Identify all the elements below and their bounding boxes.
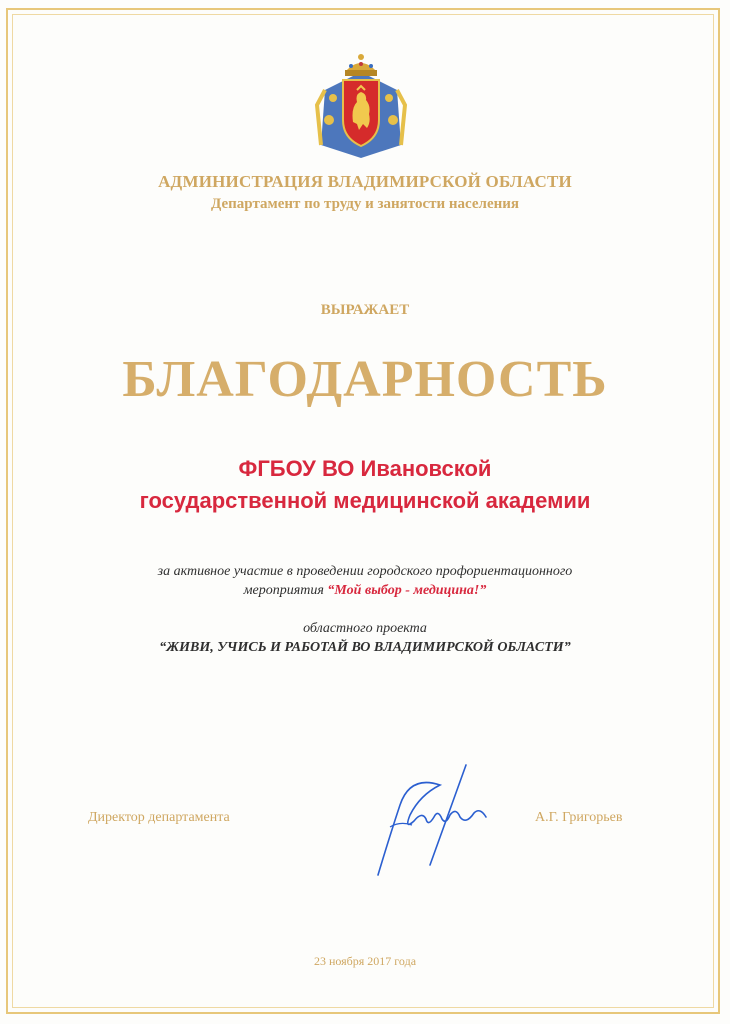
signatory-name: А.Г. Григорьев <box>535 810 623 825</box>
department-title: Департамент по труду и занятости населения <box>211 196 519 212</box>
reason-line-2-prefix: мероприятия <box>243 583 328 598</box>
project-label: областного проекта <box>303 621 427 636</box>
event-name: “Мой выбор - медицина!” <box>327 583 487 598</box>
signature-icon <box>370 755 510 880</box>
administration-title: АДМИНИСТРАЦИЯ ВЛАДИМИРСКОЙ ОБЛАСТИ <box>158 172 572 191</box>
project-name: “ЖИВИ, УЧИСЬ И РАБОТАЙ ВО ВЛАДИМИРСКОЙ ОБЛАСТИ” <box>159 640 571 655</box>
certificate-date: 23 ноября 2017 года <box>313 954 417 968</box>
recipient-line-2: государственной медицинской академии <box>139 488 591 513</box>
reason-line-1: за активное участие в проведении городского профориентационного <box>157 564 573 579</box>
expresses-label: ВЫРАЖАЕТ <box>320 302 410 318</box>
reason-line-2 <box>0 583 730 599</box>
certificate-title: БЛАГОДАРНОСТЬ <box>122 351 608 408</box>
recipient-line-1: ФГБОУ ВО Ивановской <box>238 456 492 481</box>
coat-of-arms-icon <box>311 50 411 160</box>
signatory-role: Директор департамента <box>88 810 230 825</box>
